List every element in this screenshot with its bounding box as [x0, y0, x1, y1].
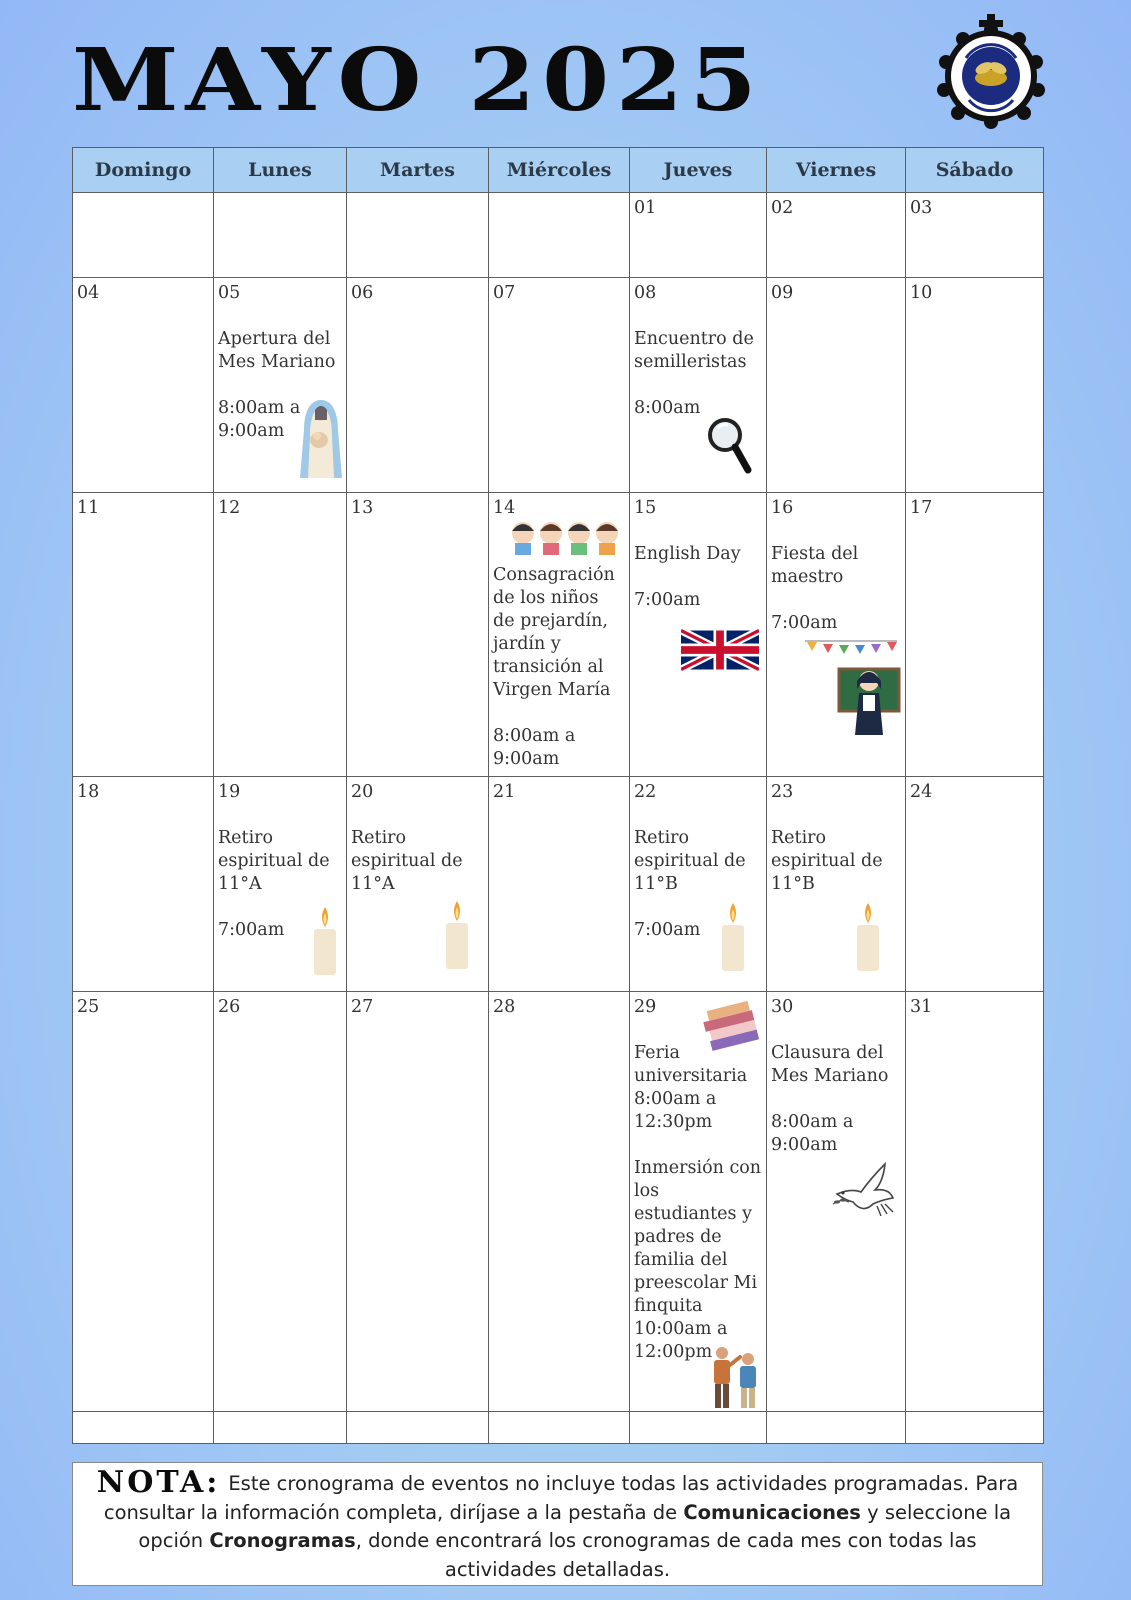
day-cell[interactable] [630, 992, 767, 1412]
week-row [73, 193, 1044, 278]
day-cell[interactable] [73, 278, 214, 493]
day-cell[interactable] [630, 493, 767, 777]
day-number: 13 [351, 498, 374, 518]
day-number: 21 [493, 782, 516, 802]
event-time: 7:00am [771, 613, 838, 633]
candle-icon [720, 901, 746, 971]
day-cell [767, 1412, 906, 1444]
event-time: 8:00am [634, 398, 701, 418]
day-cell[interactable] [347, 278, 489, 493]
week-row [73, 278, 1044, 493]
day-cell[interactable] [489, 777, 630, 992]
day-cell[interactable] [214, 278, 347, 493]
event-time: 8:00am a 12:30pm [634, 1089, 717, 1132]
week-row [73, 777, 1044, 992]
weekday-header: Domingo [73, 148, 214, 193]
day-cell[interactable] [73, 193, 214, 278]
day-cell[interactable] [73, 777, 214, 992]
candle-icon [855, 901, 881, 971]
day-number: 12 [218, 498, 241, 518]
books-icon [698, 1000, 762, 1058]
event-time: 10:00am a 12:00pm [634, 1319, 728, 1362]
weekday-header: Miércoles [489, 148, 630, 193]
event-title: Feria universitaria [634, 1043, 748, 1086]
day-cell[interactable] [630, 777, 767, 992]
day-number: 04 [77, 283, 100, 303]
note-text: Este cronograma de eventos no incluye todas las actividades programadas. Para consultar la información completa, diríjase a la pestaña de [103, 1472, 1019, 1524]
day-number: 25 [77, 997, 100, 1017]
day-cell[interactable] [630, 193, 767, 278]
event-title: Consagración de los niños de prejardín, jardín y transición al Virgen María [493, 565, 615, 700]
day-number: 10 [910, 283, 933, 303]
event-title: Retiro espiritual de 11°B [771, 828, 883, 894]
virgin-mary-icon [298, 396, 344, 480]
weekday-header-row [73, 148, 1044, 193]
day-number: 27 [351, 997, 374, 1017]
note-label: NOTA: [96, 1465, 221, 1500]
magnifier-icon [706, 416, 752, 474]
day-number: 08 [634, 283, 657, 303]
day-number: 20 [351, 782, 374, 802]
day-number: 03 [910, 198, 933, 218]
day-number: 19 [218, 782, 241, 802]
event-time: 8:00am a 9:00am [493, 726, 576, 769]
day-cell[interactable] [214, 777, 347, 992]
day-number: 29 [634, 997, 657, 1017]
event-title: Fiesta del maestro [771, 544, 859, 587]
event-time: 7:00am [218, 920, 285, 940]
day-number: 18 [77, 782, 100, 802]
day-cell[interactable] [906, 777, 1044, 992]
event-time: 8:00am a 9:00am [218, 398, 301, 441]
day-cell[interactable] [906, 193, 1044, 278]
uk-flag-icon [681, 627, 759, 673]
event-title: Retiro espiritual de 11°A [351, 828, 463, 894]
day-cell[interactable] [73, 493, 214, 777]
teacher-icon [805, 639, 901, 737]
day-number: 17 [910, 498, 933, 518]
day-cell[interactable] [347, 493, 489, 777]
weekday-header: Lunes [214, 148, 347, 193]
day-cell [906, 1412, 1044, 1444]
day-cell[interactable] [489, 278, 630, 493]
day-number: 28 [493, 997, 516, 1017]
day-cell[interactable] [767, 193, 906, 278]
day-cell[interactable] [906, 493, 1044, 777]
weekday-header: Viernes [767, 148, 906, 193]
children-icon [509, 519, 621, 555]
day-number: 07 [493, 283, 516, 303]
weekday-header: Martes [347, 148, 489, 193]
day-number: 05 [218, 283, 241, 303]
day-number: 02 [771, 198, 794, 218]
day-cell[interactable] [767, 278, 906, 493]
event-title: Clausura del Mes Mariano [771, 1043, 889, 1086]
day-cell [347, 1412, 489, 1444]
day-cell[interactable] [214, 193, 347, 278]
day-cell [489, 1412, 630, 1444]
note-text: , donde encontrará los cronogramas de cada mes con todas las actividades detalladas. [355, 1529, 977, 1581]
day-number: 22 [634, 782, 657, 802]
event-title: Apertura del Mes Mariano [218, 329, 336, 372]
weekday-header: Jueves [630, 148, 767, 193]
day-number: 11 [77, 498, 100, 518]
day-cell[interactable] [906, 278, 1044, 493]
day-number: 14 [493, 498, 516, 518]
day-number: 01 [634, 198, 657, 218]
day-number: 31 [910, 997, 933, 1017]
dove-icon [831, 1158, 897, 1216]
event-title: Inmersión con los estudiantes y padres de familia del preescolar Mi finquita [634, 1158, 762, 1316]
event-time: 7:00am [634, 590, 701, 610]
event-time: 8:00am a 9:00am [771, 1112, 854, 1155]
day-number: 23 [771, 782, 794, 802]
candle-icon [312, 905, 338, 975]
day-cell[interactable] [347, 777, 489, 992]
day-cell[interactable] [767, 992, 906, 1412]
day-number: 06 [351, 283, 374, 303]
day-number: 15 [634, 498, 657, 518]
day-cell[interactable] [767, 493, 906, 777]
weekday-header: Sábado [906, 148, 1044, 193]
event-title: Retiro espiritual de 11°A [218, 828, 330, 894]
day-cell [630, 1412, 767, 1444]
day-cell[interactable] [214, 493, 347, 777]
week-row [73, 493, 1044, 777]
family-icon [702, 1343, 766, 1411]
note-bold-communications: Comunicaciones [683, 1500, 861, 1524]
school-logo-icon [936, 14, 1046, 129]
week-row [73, 1412, 1044, 1444]
page-title: MAYO 2025 [72, 30, 764, 131]
day-number: 09 [771, 283, 794, 303]
day-cell[interactable] [630, 278, 767, 493]
note-box [72, 1462, 1043, 1586]
event-title: Encuentro de semilleristas [634, 329, 754, 372]
day-cell[interactable] [347, 992, 489, 1412]
day-cell[interactable] [73, 992, 214, 1412]
day-number: 26 [218, 997, 241, 1017]
day-cell[interactable] [489, 493, 630, 777]
note-text: y seleccione la opción [138, 1500, 1012, 1552]
day-number: 24 [910, 782, 933, 802]
day-cell[interactable] [214, 992, 347, 1412]
event-title: English Day [634, 544, 741, 564]
candle-icon [444, 899, 470, 969]
calendar-grid [72, 147, 1044, 1444]
day-cell[interactable] [489, 992, 630, 1412]
note-bold-schedules: Cronogramas [209, 1529, 356, 1552]
day-number: 16 [771, 498, 794, 518]
day-cell[interactable] [347, 193, 489, 278]
event-title: Retiro espiritual de 11°B [634, 828, 746, 894]
week-row [73, 992, 1044, 1412]
event-time: 7:00am [634, 920, 701, 940]
day-cell [214, 1412, 347, 1444]
day-cell [73, 1412, 214, 1444]
day-cell[interactable] [767, 777, 906, 992]
day-cell[interactable] [906, 992, 1044, 1412]
day-cell[interactable] [489, 193, 630, 278]
day-number: 30 [771, 997, 794, 1017]
